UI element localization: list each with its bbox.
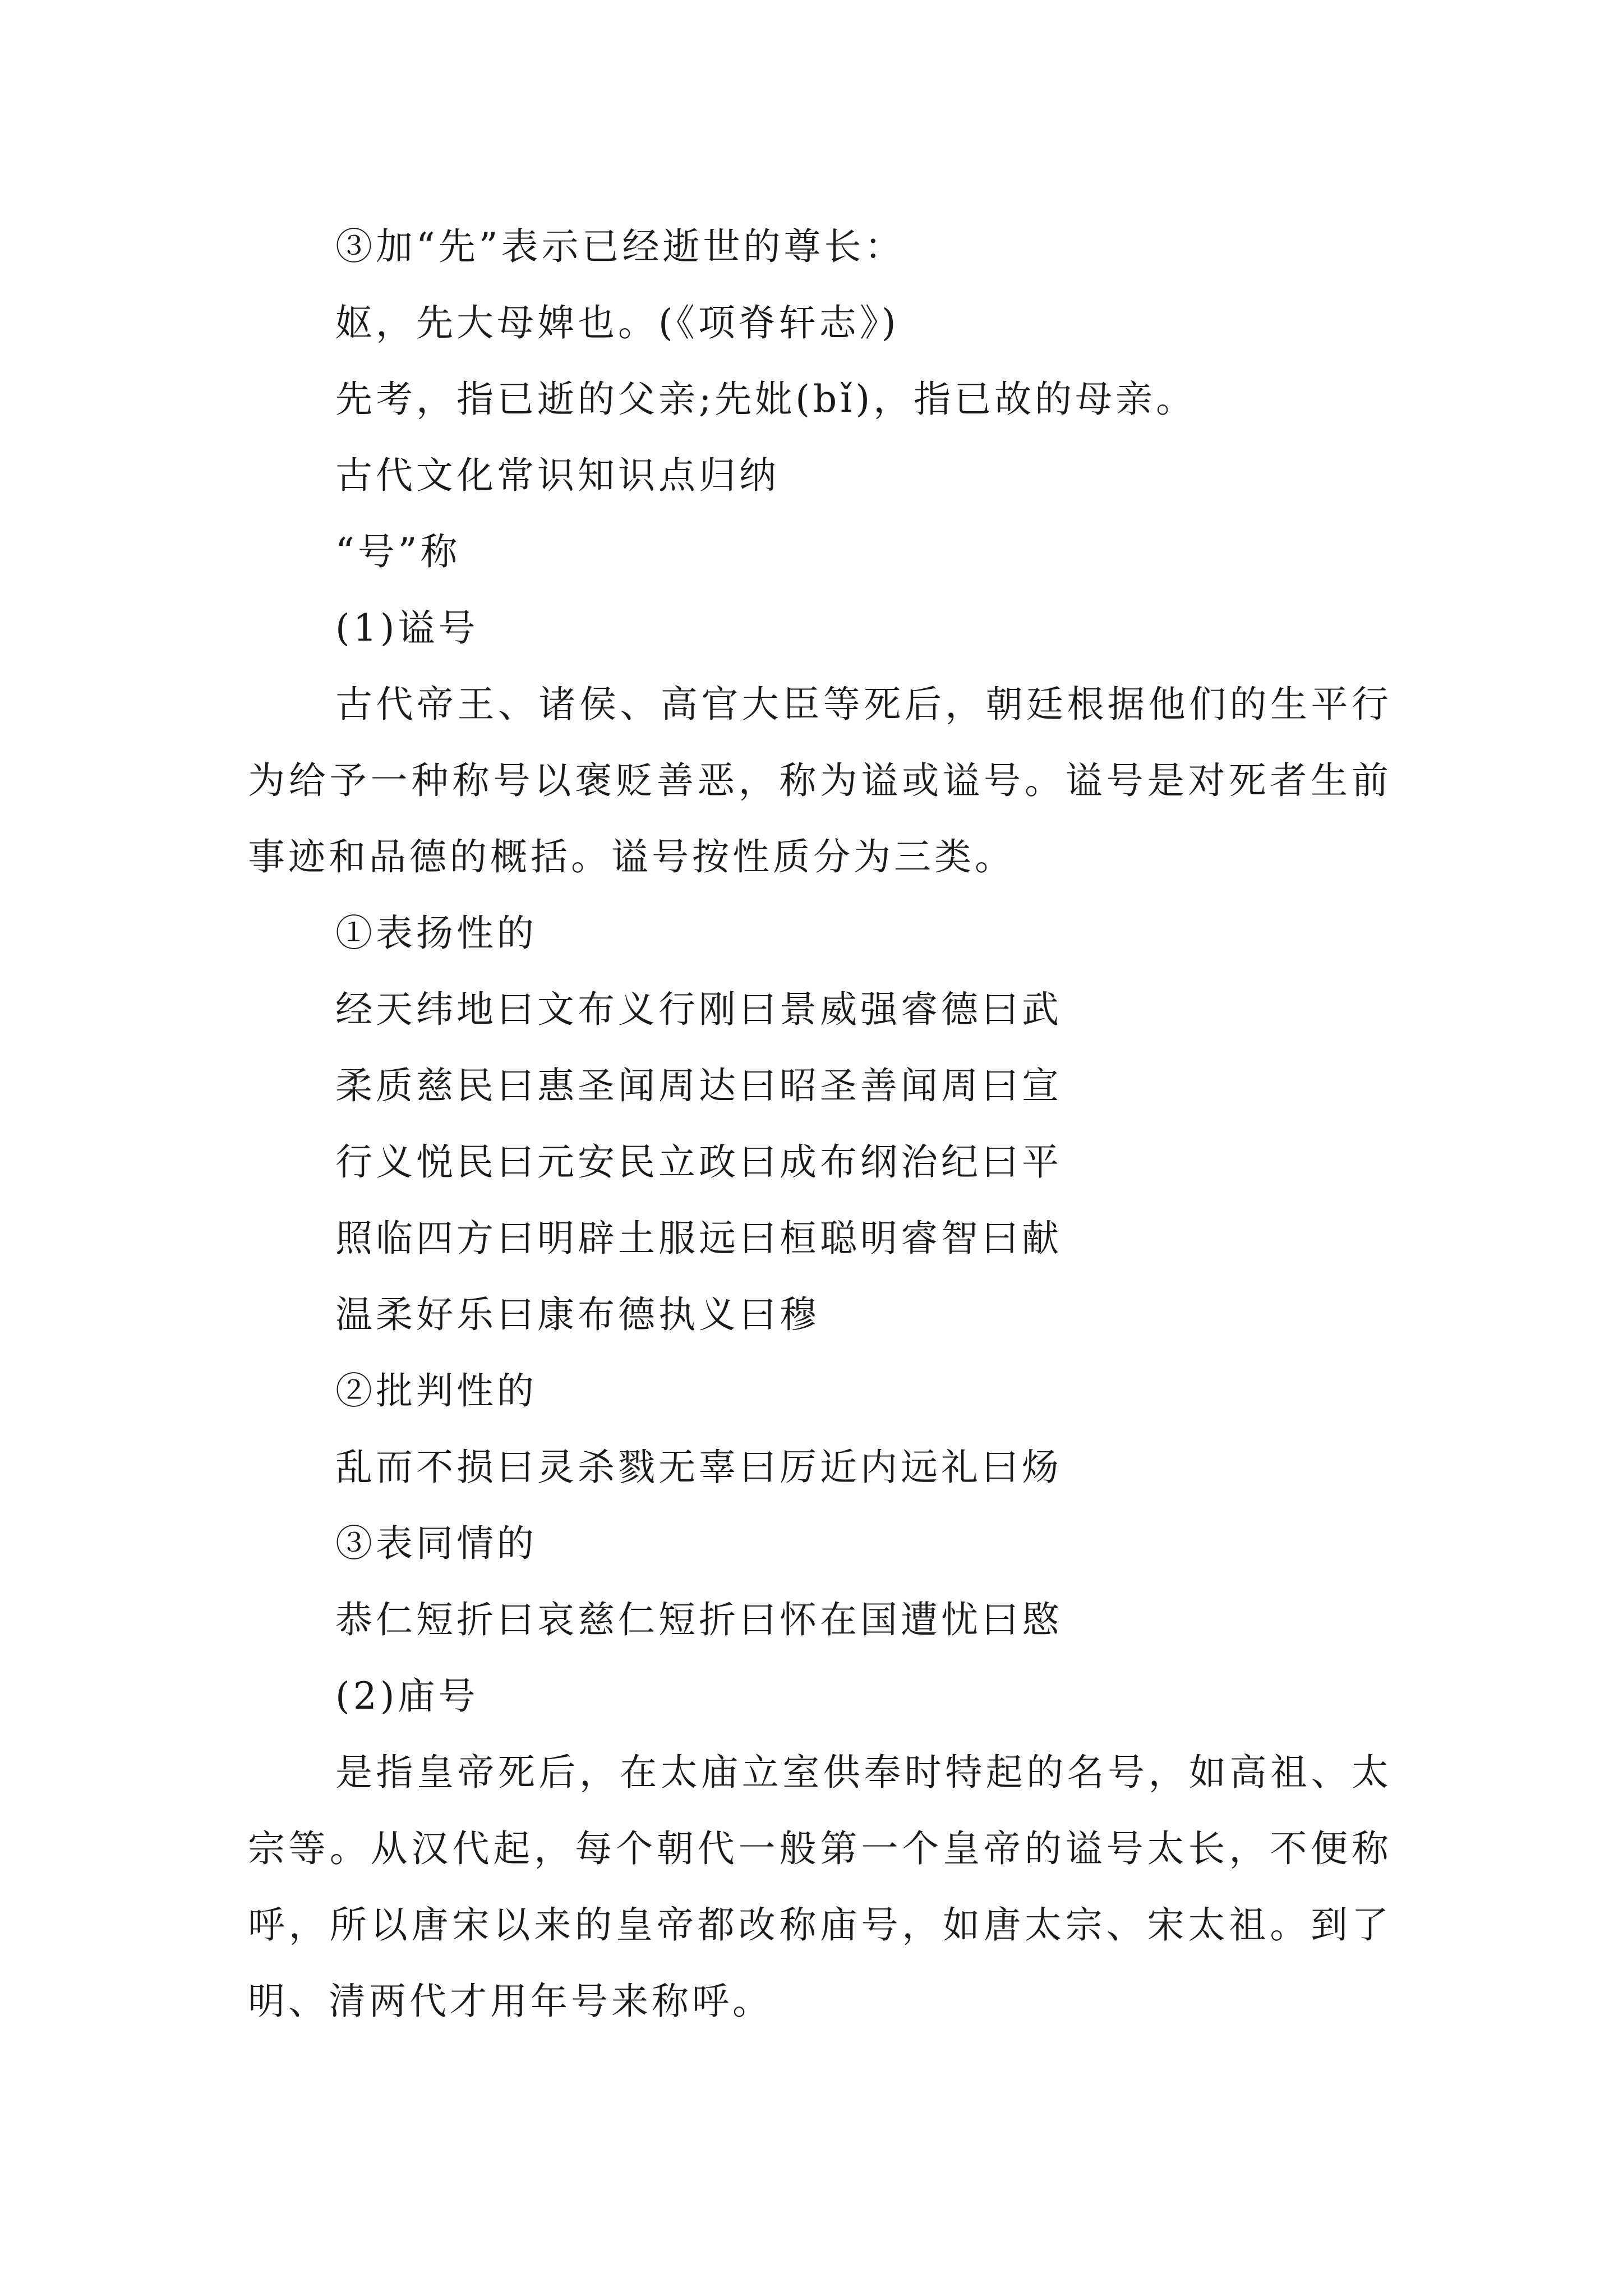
sympathy-line: 恭仁短折曰哀慈仁短折曰怀在国遭忧曰愍 (335, 1598, 1062, 1641)
heading-sympathy: ③表同情的 (335, 1522, 537, 1565)
paragraph-posthumous-name: 古代帝王、诸侯、高官大臣等死后，朝廷根据他们的生平行为给予一种称号以褒贬善恶，称为谥或谥号。谥号是对死者生前事迹和品德的概括。谥号按性质分为三类。 (248, 683, 1392, 878)
section-title: 古代文化常识知识点归纳 (335, 454, 780, 497)
paragraph-temple-name: 是指皇帝死后，在太庙立室供奉时特起的名号，如高祖、太宗等。从汉代起，每个朝代一般第一个皇帝的谥号太长，不便称呼，所以唐宋以来的皇帝都改称庙号，如唐太宗、宋太祖。到了明、清两代才用年号来称呼。 (248, 1751, 1392, 2023)
critical-line: 乱而不损曰灵杀戮无辜曰厉近内远礼曰炀 (335, 1446, 1062, 1489)
praise-line: 柔质慈民曰惠圣闻周达曰昭圣善闻周曰宣 (335, 1064, 1062, 1107)
text-line-deceased-elders: ③加“先”表示已经逝世的尊长： (335, 225, 905, 268)
praise-line: 经天纬地曰文布义行刚曰景威强睿德曰武 (335, 988, 1062, 1031)
praise-line: 行义悦民曰元安民立政曰成布纲治纪曰平 (335, 1140, 1062, 1184)
praise-line: 温柔好乐曰康布德执义曰穆 (335, 1293, 820, 1336)
subsection-title-hao: “号”称 (335, 530, 461, 573)
heading-praise: ①表扬性的 (335, 912, 537, 955)
text-line-quote: 妪，先大母婢也。(《项脊轩志》) (335, 301, 900, 344)
heading-temple-name: (2)庙号 (335, 1674, 479, 1718)
praise-line: 照临四方曰明辟土服远曰桓聪明睿智曰献 (335, 1217, 1062, 1260)
heading-posthumous-name: (1)谥号 (335, 606, 479, 650)
document-body (248, 209, 1392, 2040)
text-line-kao-bi: 先考，指已逝的父亲;先妣(bǐ)，指已故的母亲。 (335, 378, 1197, 421)
heading-critical: ②批判性的 (335, 1369, 537, 1412)
